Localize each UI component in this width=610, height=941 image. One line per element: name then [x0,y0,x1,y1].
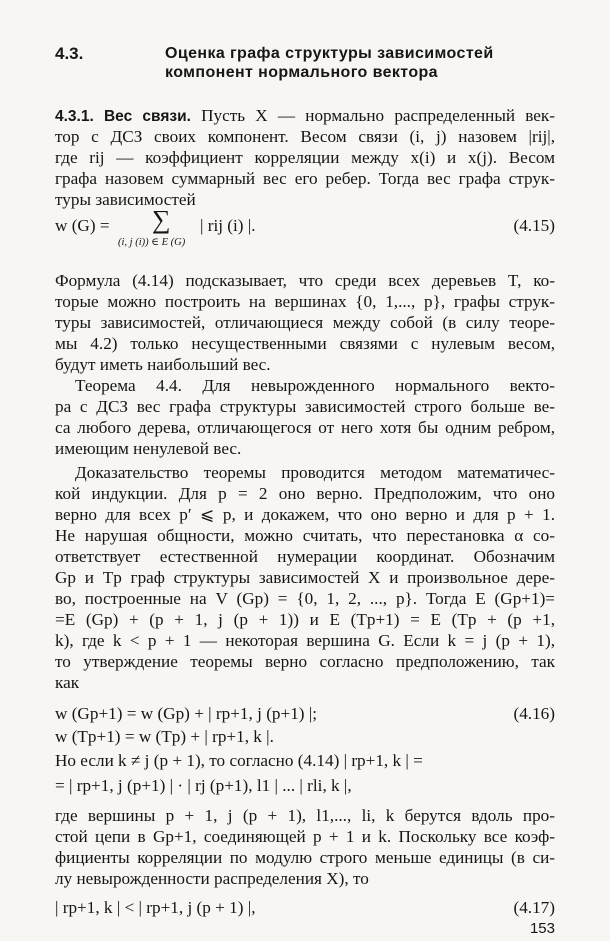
para1-line-1 [55,106,555,127]
eq415-body: | rij (i) |. [200,216,256,235]
para3-line-4: лу невырожденности распределения X), то [55,869,369,888]
eq416-line-1: w (Gp+1) = w (Gp) + | rp+1, j (p+1) |; [55,704,318,723]
para1-line-2: тор с ДСЗ своих компонент. Весом связи (i, j) назовем |rij|, [55,127,555,146]
eq416-line-2: w (Tp+1) = w (Tp) + | rp+1, k |. [55,727,274,746]
proof-line-1: Доказательство теоремы проводится методом математичес- [75,463,555,482]
para1-line-4: графа назовем суммарный вес его ребер. Тогда вес графа струк- [55,169,555,188]
para2-line-3: туры зависимостей, отличающиеся между собой (в силу теоре- [55,313,555,332]
para2-line-1: Формула (4.14) подсказывает, что среди всех деревьев T, ко- [55,271,555,290]
para1-line-1-text: Пусть X — нормально распределенный век- [201,106,555,125]
eq417-number: (4.17) [513,898,555,917]
para2-line-2: торые можно построить на вершинах {0, 1,..., p}, графы струк- [55,292,555,311]
proof-line-3: верно для всех p′ ⩽ p, и докажем, что оно верно и для p + 1. [55,505,555,524]
eq415-number: (4.15) [513,216,555,235]
theorem-line-2: ра с ДСЗ вес графа структуры зависимостей строго больше ве- [55,397,555,416]
para2-line-5: будут иметь наибольший вес. [55,355,271,374]
para1-line-3: где rij — коэффициент корреляции между x(i) и x(j). Весом [55,148,555,167]
eq415-sum-index: (i, j (i)) ∈ E (G) [118,237,186,248]
page-number: 153 [529,920,555,937]
para2-line-4: мы 4.2) только несущественными связями с нулевым весом, [55,334,555,353]
eq415-lhs: w (G) = [55,216,110,235]
section-title [165,44,555,82]
theorem-line-4: имеющим ненулевой вес. [55,439,242,458]
section-number: 4.3. [55,44,84,63]
eq416-number: (4.16) [513,704,555,723]
subsection-heading: 4.3.1. Вес связи. [55,108,191,125]
proof-line-5: ответствует естественной нумерации координат. Обозначим [55,547,555,566]
proof-line-11: как [55,673,80,692]
eq417-body: | rp+1, k | < | rp+1, j (p + 1) |, [55,898,256,917]
proof-line-6: Gp и Tp граф структуры зависимостей X и произвольное дере- [55,568,555,587]
section-title-line-2: компонент нормального вектора [165,64,438,81]
eq416-line-4: = | rp+1, j (p+1) | · | rj (p+1), l1 | ... | rli, k |, [55,776,352,795]
eq416-line-3: Но если k ≠ j (p + 1), то согласно (4.14) | rp+1, k | = [55,751,423,770]
para3-line-3: фициенты корреляции по модулю строго меньше единицы (в си- [55,848,555,867]
para3-line-2: стой цепи в Gp+1, соединяющей p + 1 и k. Поскольку все коэф- [55,827,555,846]
section-title-line-1: Оценка графа структуры зависимостей [165,45,494,62]
proof-line-10: то утверждение теоремы верно согласно предположению, так [55,652,555,671]
para3-line-1: где вершины p + 1, j (p + 1), l1,..., li, k берутся вдоль про- [55,806,555,825]
proof-line-2: кой индукции. Для p = 2 оно верно. Предположим, что оно [55,484,555,503]
proof-line-7: во, построенные на V (Gp) = {0, 1, 2, ..., p}. Тогда E (Gp+1)= [55,589,555,608]
proof-line-9: k), где k < p + 1 — некоторая вершина G. Если k = j (p + 1), [55,631,555,650]
theorem-line-1: Теорема 4.4. Для невырожденного нормального векто- [75,376,555,395]
proof-line-4: Не нарушая общности, можно считать, что перестановка α со- [55,526,555,545]
para1-line-5: туры зависимостей [55,190,196,209]
theorem-line-3: са любого дерева, отличающегося от него хотя бы одним ребром, [55,418,555,437]
proof-line-8: =E (Gp) + (p + 1, j (p + 1)) и E (Tp+1) = E (Tp + (p +1, [55,610,555,629]
eq415-sum-symbol: ∑ [152,205,171,234]
